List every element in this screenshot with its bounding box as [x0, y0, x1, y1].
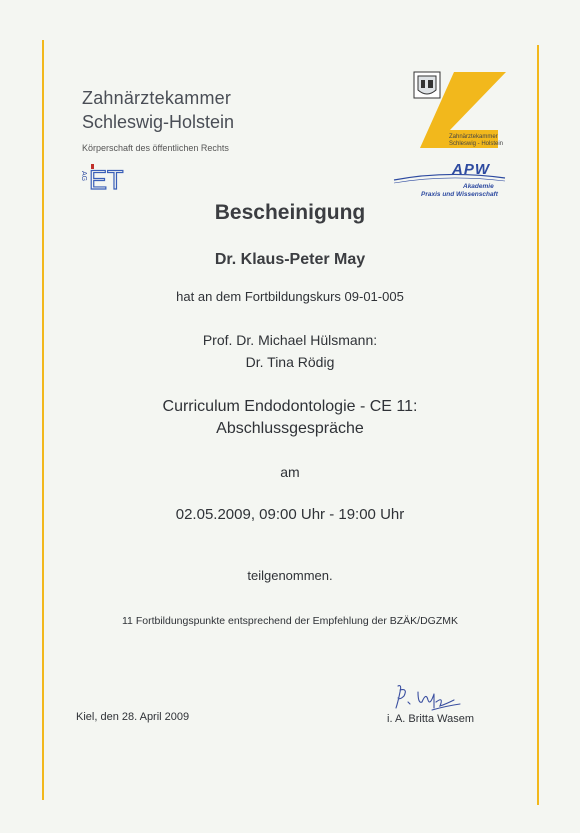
- lecturer-2: Dr. Tina Rödig: [245, 354, 335, 370]
- training-points: 11 Fortbildungspunkte entsprechend der Empfehlung der BZÄK/DGZMK: [122, 615, 458, 627]
- apw-subtitle-1: Akademie: [463, 183, 494, 190]
- course-line: hat an dem Fortbildungskurs 09-01-005: [176, 289, 404, 304]
- curriculum-line-1: Curriculum Endodontologie - CE 11:: [162, 398, 418, 415]
- place-and-date: Kiel, den 28. April 2009: [76, 711, 190, 723]
- org-name-line2: Schleswig-Holstein: [82, 112, 235, 132]
- course-date: 02.05.2009, 09:00 Uhr - 19:00 Uhr: [175, 506, 405, 523]
- ag-et-logo: [76, 162, 138, 192]
- signer-name: i. A. Britta Wasem: [387, 713, 475, 725]
- org-name-line1: Zahnärztekammer: [82, 88, 232, 108]
- svg-text:ET: ET: [89, 165, 124, 192]
- am-text: am: [280, 464, 300, 480]
- organization-header: [82, 88, 234, 153]
- curriculum-line-2: Abschlussgespräche: [216, 420, 364, 437]
- apw-title: APW: [452, 161, 490, 178]
- handwritten-signature: [388, 680, 468, 716]
- recipient-name: Dr. Klaus-Peter May: [214, 251, 366, 268]
- zk-logo-caption: Zahnärztekammer Schleswig - Holstein: [449, 134, 504, 147]
- participated-text: teilgenommen.: [247, 568, 333, 583]
- lecturer-1: Prof. Dr. Michael Hülsmann:: [202, 332, 378, 348]
- org-subtitle: Körperschaft des öffentlichen Rechts: [82, 143, 229, 153]
- apw-subtitle-2: Praxis und Wissenschaft: [421, 191, 498, 198]
- certificate-title: Bescheinigung: [214, 201, 366, 224]
- svg-text:AG: AG: [80, 171, 87, 182]
